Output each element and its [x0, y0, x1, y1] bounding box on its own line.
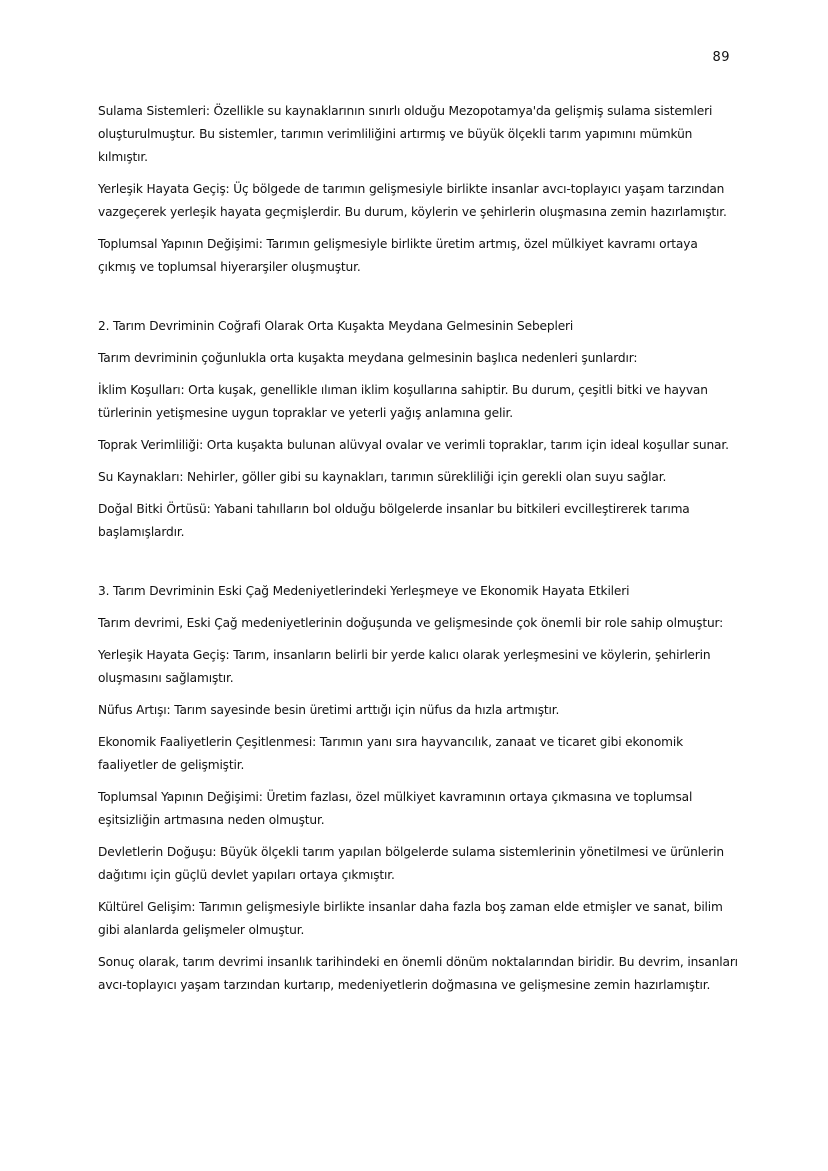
page-number: 89: [712, 50, 730, 65]
paragraph: Toprak Verimliliği: Orta kuşakta bulunan alüvyal ovalar ve verimli topraklar, tarım için ideal koşullar sunar.: [98, 438, 729, 452]
section-gap: [98, 553, 738, 580]
paragraph: Devletlerin Doğuşu: Büyük ölçekli tarım yapılan bölgelerde sulama sistemlerinin yönetilmesi ve ürünlerin dağıtımı için güçlü devlet yapıları ortaya çıkmıştır.: [98, 845, 724, 882]
section-heading: 3. Tarım Devriminin Eski Çağ Medeniyetlerindeki Yerleşmeye ve Ekonomik Hayata Etkileri: [98, 584, 630, 598]
paragraph: Kültürel Gelişim: Tarımın gelişmesiyle birlikte insanlar daha fazla boş zaman elde etmişler ve sanat, bilim gibi alanlarda gelişmeler olmuştur.: [98, 900, 723, 937]
paragraph: Sulama Sistemleri: Özellikle su kaynaklarının sınırlı olduğu Mezopotamya'da gelişmiş sulama sistemleri oluşturulmuştur. Bu sistemler, tarımın verimliliğini artırmış ve büyük ölçekli tarım yapımını mümkün kılmıştır.: [98, 104, 713, 164]
paragraph: Yerleşik Hayata Geçiş: Üç bölgede de tarımın gelişmesiyle birlikte insanlar avcı-toplayıcı yaşam tarzından vazgeçerek yerleşik hayata geçmişlerdir. Bu durum, köylerin ve şehirlerin oluşmasına zemin hazırlamıştır.: [98, 182, 727, 219]
paragraph: Su Kaynakları: Nehirler, göller gibi su kaynakları, tarımın sürekliliği için gerekli olan suyu sağlar.: [98, 470, 667, 484]
paragraph: İklim Koşulları: Orta kuşak, genellikle ılıman iklim koşullarına sahiptir. Bu durum, çeşitli bitki ve hayvan türlerinin yetişmesine uygun topraklar ve yeterli yağış anlamına gelir.: [98, 383, 708, 420]
section-gap: [98, 288, 738, 315]
paragraph: Sonuç olarak, tarım devrimi insanlık tarihindeki en önemli dönüm noktalarından biridir. Bu devrim, insanları avcı-toplayıcı yaşam tarzından kurtarıp, medeniyetlerin doğmasına ve gelişmesine zemin hazırlamıştır.: [98, 955, 738, 992]
document-body: [98, 100, 738, 1006]
paragraph: Toplumsal Yapının Değişimi: Tarımın gelişmesiyle birlikte üretim artmış, özel mülkiyet kavramı ortaya çıkmış ve toplumsal hiyerarşiler oluşmuştur.: [98, 237, 698, 274]
paragraph: Doğal Bitki Örtüsü: Yabani tahılların bol olduğu bölgelerde insanlar bu bitkileri evcilleştirerek tarıma başlamışlardır.: [98, 502, 690, 539]
section-heading: 2. Tarım Devriminin Coğrafi Olarak Orta Kuşakta Meydana Gelmesinin Sebepleri: [98, 319, 574, 333]
paragraph: Tarım devriminin çoğunlukla orta kuşakta meydana gelmesinin başlıca nedenleri şunlardır:: [98, 351, 638, 365]
paragraph: Toplumsal Yapının Değişimi: Üretim fazlası, özel mülkiyet kavramının ortaya çıkmasına ve toplumsal eşitsizliğin artmasına neden olmuştur.: [98, 790, 693, 827]
paragraph: Tarım devrimi, Eski Çağ medeniyetlerinin doğuşunda ve gelişmesinde çok önemli bir role sahip olmuştur:: [98, 616, 724, 630]
paragraph: Nüfus Artışı: Tarım sayesinde besin üretimi arttığı için nüfus da hızla artmıştır.: [98, 703, 560, 717]
paragraph: Ekonomik Faaliyetlerin Çeşitlenmesi: Tarımın yanı sıra hayvancılık, zanaat ve ticaret gibi ekonomik faaliyetler de gelişmiştir.: [98, 735, 684, 772]
paragraph: Yerleşik Hayata Geçiş: Tarım, insanların belirli bir yerde kalıcı olarak yerleşmesini ve köylerin, şehirlerin oluşmasını sağlamıştır.: [98, 648, 711, 685]
